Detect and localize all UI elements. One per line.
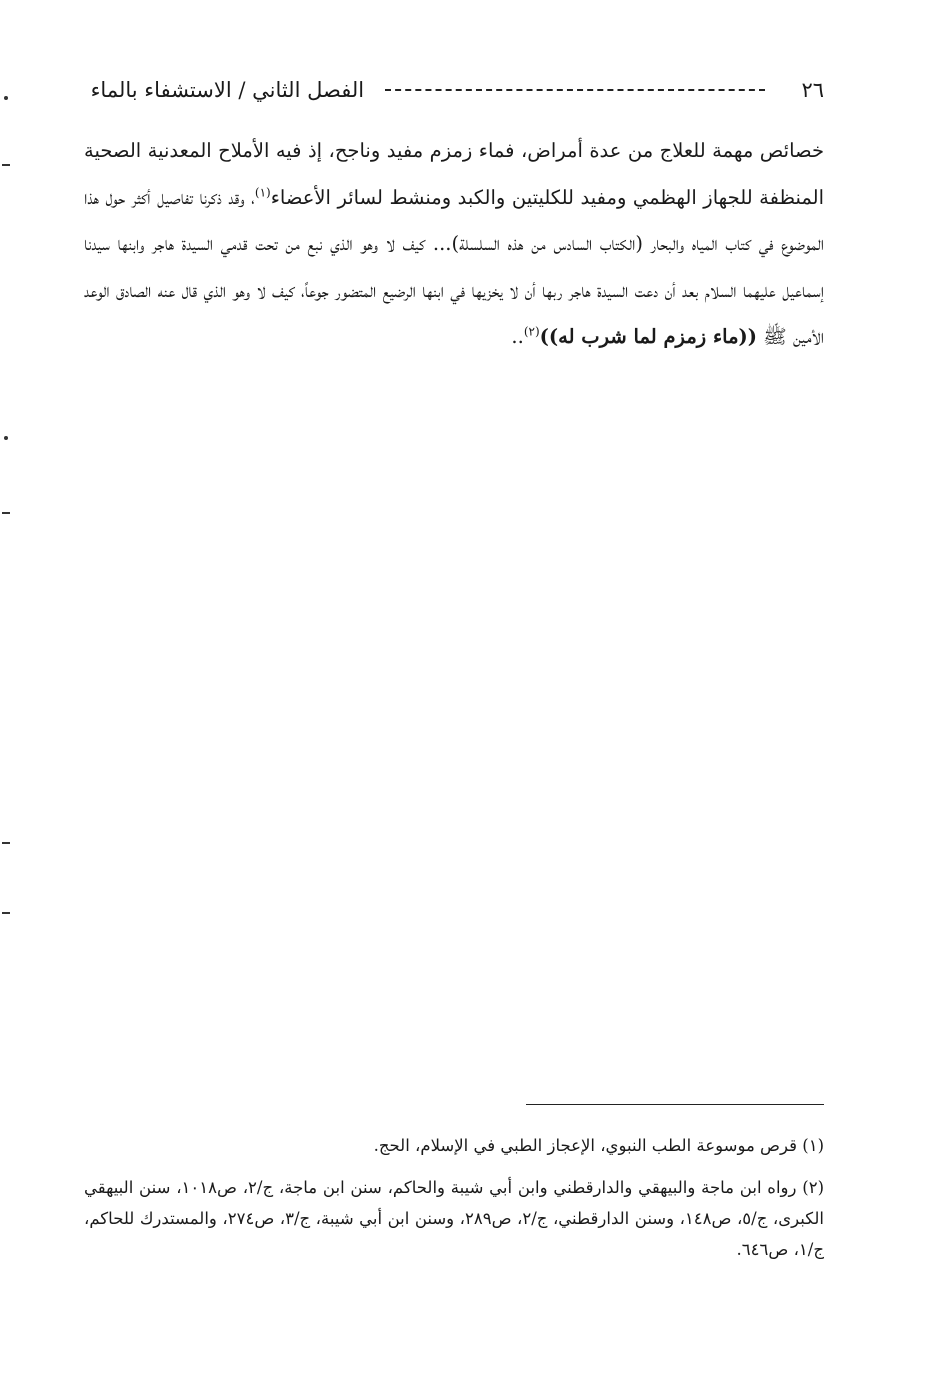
- scan-edge-mark: [2, 912, 10, 914]
- running-title: الفصل الثاني / الاستشفاء بالماء: [90, 78, 365, 102]
- footnote-ref-1[interactable]: (١): [254, 185, 271, 199]
- main-paragraph: [84, 128, 824, 361]
- hadith-quote: ((ماء زمزم لما شرب له)): [539, 325, 757, 348]
- page-number: ٢٦: [801, 78, 824, 102]
- scan-edge-mark: [2, 512, 10, 514]
- paragraph-text-part-1: خصائص مهمة للعلاج من عدة أمراض، فماء زمزم مفيد وناجح، إذ فيه الأملاح المعدنية الصحية المنظفة للجهاز الهظمي ومفيد للكليتين والكبد ومنشط لسائر الأعضاء: [84, 139, 825, 209]
- paragraph-text-part-2: ، وقد ذكرنا تفاصيل أكثر حول هذا الموضوع في كتاب المياه والبحار (الكتاب السادس من هذه السلسلة)... كيف لا وهو الذي نبع من تحت قدمي السيدة هاجر وابنها سيدنا إسماعيل عليهما السلام بعد أن دعت السيدة هاجر ربها أن لا يخزيها في ابنها الرضيع المتضور جوعاً، كيف لا وهو الذي قال عنه الصادق الوعد الأمين ﷺ: [84, 185, 824, 348]
- page-header: [88, 72, 824, 108]
- footnote-2: (٢) رواه ابن ماجة والبيهقي والدارقطني وابن أبي شيبة والحاكم، سنن ابن ماجة، ج/٢، ص١٠١٨، سنن البيهقي الكبرى، ج/٥، ص١٤٨، وسنن الدارقطني، ج/٢، ص٢٨٩، وسنن ابن أبي شيبة، ج/٣، ص٢٧٤، والمستدرك للحاكم، ج/١، ص٦٤٦.: [84, 1178, 824, 1259]
- footnote-ref-2[interactable]: (٢): [523, 324, 540, 339]
- paragraph-ending: ..: [511, 325, 524, 348]
- footnote-1: (١) قرص موسوعة الطب النبوي، الإعجاز الطبي في الإسلام، الحج.: [373, 1136, 824, 1155]
- footnotes: [84, 1130, 824, 1265]
- scan-edge-mark: [2, 842, 10, 844]
- footnote-separator: [526, 1104, 824, 1105]
- scan-edge-mark: [4, 436, 8, 440]
- scan-edge-mark: [4, 96, 8, 100]
- scan-edge-mark: [2, 164, 10, 166]
- header-dashed-rule: [385, 89, 765, 91]
